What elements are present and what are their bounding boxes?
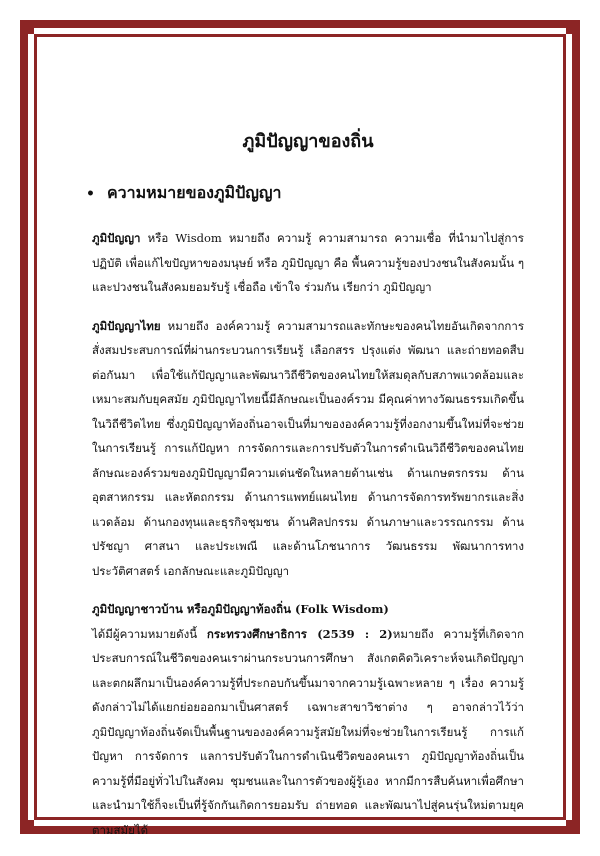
bullet-icon: • [86, 185, 95, 202]
frame-top-outer [20, 20, 580, 28]
paragraph-folk-wisdom-text: หมายถึง ความรู้ที่เกิดจากประสบการณ์ในชีวิตของคนเราผ่านกระบวนการศึกษา สังเกตคิดวิเคราะห์จนเกิดปัญญา และตกผลึกมาเป็นองค์ความรู้ที่ประกอบกันขึ้นมาจากความรู้เฉพาะหลาย ๆ เรื่อง ความรู้ดังกล่าวไม่ได้แยกย่อยออกมาเป็นศาสตร์ เฉพาะสาขาวิชาต่าง ๆ อาจกล่าวไว้ว่า ภูมิปัญญาท้องถิ่นจัดเป็นพื้นฐานขององค์ความรู้สมัยใหม่ที่จะช่วยในการเรียนรู้ การแก้ปัญหา การจัดการ แลการปรับตัวในการดำเนินชีวิตของคนเรา ภูมิปัญญาท้องถิ่นเป็นความรู้ที่มีอยู่ทั่วไปในสังคม ชุมชนและในการตัวของผู้รู้เอง หากมีการสืบค้นหาเพื่อศึกษา และนำมาใช้ก็จะเป็นที่รู้จักกันเกิดการยอมรับ ถ่ายทอด และพัฒนาไปสู่คนรุ่นใหม่ตามยุคตามสมัยได้ [92, 626, 524, 837]
folk-wisdom-subheading: ภูมิปัญญาชาวบ้าน หรือภูมิปัญญาท้องถิ่น (Folk Wisdom) [92, 602, 389, 616]
ministry-citation: กระทรวงศึกษาธิการ (2539 : 2) [206, 626, 393, 641]
paragraph-thai-wisdom [92, 314, 524, 584]
document-body [86, 112, 524, 856]
paragraph-wisdom [92, 226, 524, 300]
term-thai-wisdom: ภูมิปัญญาไทย [92, 318, 161, 333]
frame-left-inner [34, 34, 37, 820]
frame-corner-top-right [566, 20, 580, 34]
paragraph-folk-wisdom [92, 622, 524, 843]
page-title: ภูมิปัญญาของถิ่น [242, 131, 374, 152]
frame-left-outer [20, 20, 28, 834]
frame-right-outer [572, 20, 580, 834]
frame-right-inner [563, 34, 566, 820]
paragraph-wisdom-text: หรือ Wisdom หมายถึง ความรู้ ความสามารถ ความเชื่อ ที่นำมาไปสู่การปฏิบัติ เพื่อแก้ไขปัญหาของมนุษย์ หรือ ภูมิปัญญา คือ พื้นความรู้ของปวงชนในสังคมนั้น ๆ และปวงชนในสังคมยอมรับรู้ เชื่อถือ เข้าใจ ร่วมกัน เรียกว่า ภูมิปัญญา [92, 231, 524, 294]
frame-corner-bottom-right [566, 820, 580, 834]
paragraph-thai-wisdom-text: หมายถึง องค์ความรู้ ความสามารถและทักษะของคนไทยอันเกิดจากการสั่งสมประสบการณ์ที่ผ่านกระบวนการเรียนรู้ เลือกสรร ปรุงแต่ง พัฒนา และถ่ายทอดสืบต่อกันมา เพื่อใช้แก้ปัญญาและพัฒนาวิถีชีวิตของคนไทยให้สมดุลกับสภาพแวดล้อมและเหมาะสมกับยุคสมัย ภูมิปัญญาไทยนี้มีลักษณะเป็นองค์รวม มีคุณค่าทางวัฒนธรรมเกิดขึ้นในวิถีชีวิตไทย ซึ่งภูมิปัญญาท้องถิ่นอาจเป็นที่มาขององค์ความรู้ที่งอกงามขึ้นใหม่ที่จะช่วยในการเรียนรู้ การแก้ปัญหา การจัดการและการปรับตัวในการดำเนินวิถีชีวิตของคนไทย ลักษณะองค์รวมของภูมิปัญญามีความเด่นชัดในหลายด้านเช่น ด้านเกษตรกรรม ด้านอุตสาหกรรม และหัตถกรรม ด้านการแพทย์แผนไทย ด้านการจัดการทรัพยากรและสิ่งแวดล้อม ด้านกองทุนและธุรกิจชุมชน ด้านศิลปกรรม ด้านภาษาและวรรณกรรม ด้านปรัชญา ศาสนา และประเพณี และด้านโภชนาการ วัฒนธรรม พัฒนาการทางประวัติศาสตร์ เอกลักษณะและภูมิปัญญา [92, 318, 524, 578]
term-wisdom: ภูมิปัญญา [92, 231, 141, 245]
section-heading [86, 181, 524, 206]
frame-top-inner [34, 34, 566, 37]
frame-corner-bottom-left [20, 820, 34, 834]
folk-wisdom-prefix: ได้มีผู้ความหมายดังนี้ [92, 626, 207, 641]
section-heading-text: ความหมายของภูมิปัญญา [106, 183, 282, 202]
frame-corner-top-left [20, 20, 34, 34]
